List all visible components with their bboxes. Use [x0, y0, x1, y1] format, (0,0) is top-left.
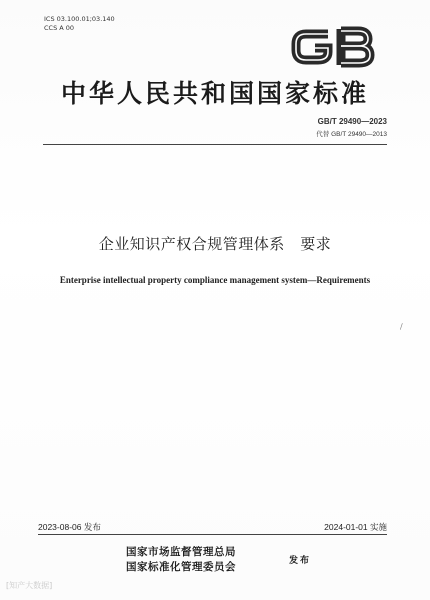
national-standard-title: 中华人民共和国国家标准 — [60, 79, 369, 108]
standard-code: GB/T 29490—2023 — [317, 117, 387, 126]
classification-codes — [44, 15, 115, 33]
gb-logo-graphic — [288, 22, 376, 72]
issue-date: 2023-08-06 发布 — [38, 522, 101, 532]
replaces-standard: 代替 GB/T 29490—2013 — [316, 131, 387, 138]
document-title-cn: 企业知识产权合规管理体系 要求 — [98, 235, 332, 253]
watermark: [知产大数据] — [6, 581, 53, 590]
issuing-authorities — [126, 545, 236, 575]
ccs-code: CCS A 00 — [44, 24, 75, 32]
scan-speck: \ — [397, 322, 406, 331]
ics-code: ICS 03.100.01;03.140 — [44, 15, 115, 23]
issuer-sac: 国家标准化管理委员会 — [126, 561, 236, 573]
gb-logo — [288, 22, 376, 72]
publish-label: 发布 — [289, 556, 312, 566]
issuer-samr: 国家市场监督管理总局 — [126, 546, 236, 558]
effective-date: 2024-01-01 实施 — [324, 522, 387, 532]
document-title-en: Enterprise intellectual property compliance management system—Requirements — [59, 275, 371, 285]
footer-divider — [38, 534, 387, 535]
header-divider — [43, 144, 387, 145]
